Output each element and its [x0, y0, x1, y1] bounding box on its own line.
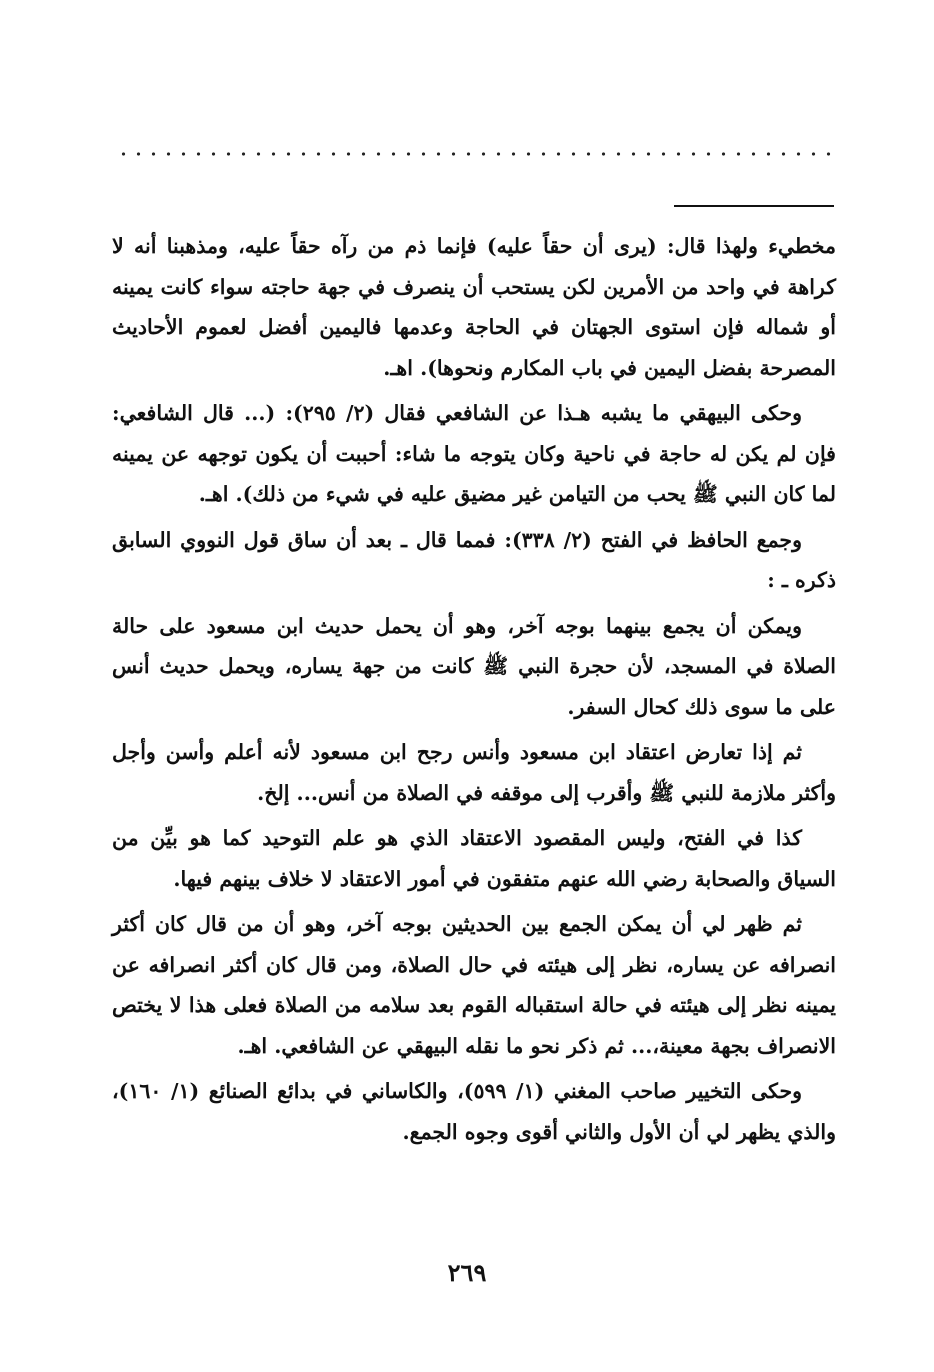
footnote-rule: [674, 205, 834, 207]
paragraph-2: وحكى البيهقي ما يشبه هـذا عن الشافعي فقال (٢/ ٢٩٥): (... قال الشافعي: فإن لم يكن له حاجة في ناحية وكان يتوجه ما شاء: أحببت أن يكون توجهه عن يمينه لما كان النبي ﷺ يحب من التيامن غير مضيق عليه في شيء من ذلك). اهـ.: [112, 401, 836, 506]
paragraph-4: ويمكن أن يجمع بينهما بوجه آخر، وهو أن يحمل حديث ابن مسعود على حالة الصلاة في المسجد، لأن حجرة النبي ﷺ كانت من جهة يساره، ويحمل حديث أنس على ما سوى ذلك كحال السفر.: [112, 613, 836, 719]
paragraph-8: وحكى التخيير صاحب المغني (١/ ٥٩٩)، والكاساني في بدائع الصنائع (١/ ١٦٠)، والذي يظهر لي أن الأول والثاني أقوى وجوه الجمع.: [112, 1079, 836, 1144]
paragraph-7: ثم ظهر لي أن يمكن الجمع بين الحديثين بوجه آخر، وهو أن من قال كان أكثر انصرافه عن يساره، نظر إلى هيئته في حال الصلاة، ومن قال كان أكثر انصرافه عن يمينه نظر إلى هيئته في حالة استقباله القوم بعد سلامه من الصلاة فعلى هذا لا يختص الانصراف بجهة معينة،... ثم ذكر نحو ما نقله البيهقي عن الشافعي. اهـ.: [112, 912, 836, 1058]
dotted-separator: [116, 152, 834, 156]
paragraph-5: ثم إذا تعارض اعتقاد ابن مسعود وأنس رجح ابن مسعود لأنه أعلم وأسن وأجل وأكثر ملازمة للنبي ﷺ وأقرب إلى موقفه في الصلاة من أنس... إلخ.: [112, 740, 836, 805]
page-number: ٢٦٩: [447, 1258, 487, 1287]
paragraph-3: وجمع الحافظ في الفتح (٢/ ٣٣٨): فمما قال ـ بعد أن ساق قول النووي السابق ذكره ـ :: [112, 527, 836, 592]
body-text: [112, 226, 836, 1157]
paragraph-6: كذا في الفتح، وليس المقصود الاعتقاد الذي هو علم التوحيد كما هو بيِّن من السياق والصحابة رضي الله عنهم متفقون في أمور الاعتقاد لا خلاف بينهم فيها.: [112, 826, 836, 891]
paragraph-1: مخطيء ولهذا قال: (يرى أن حقاً عليه) فإنما ذم من رآه حقاً عليه، ومذهبنا أنه لا كراهة في واحد من الأمرين لكن يستحب أن ينصرف في جهة حاجته سواء كانت يمينه أو شماله فإن استوى الجهتان في الحاجة وعدمها فاليمين أفضل لعموم الأحاديث المصرحة بفضل اليمين في باب المكارم ونحوها). اهـ.: [112, 234, 836, 380]
